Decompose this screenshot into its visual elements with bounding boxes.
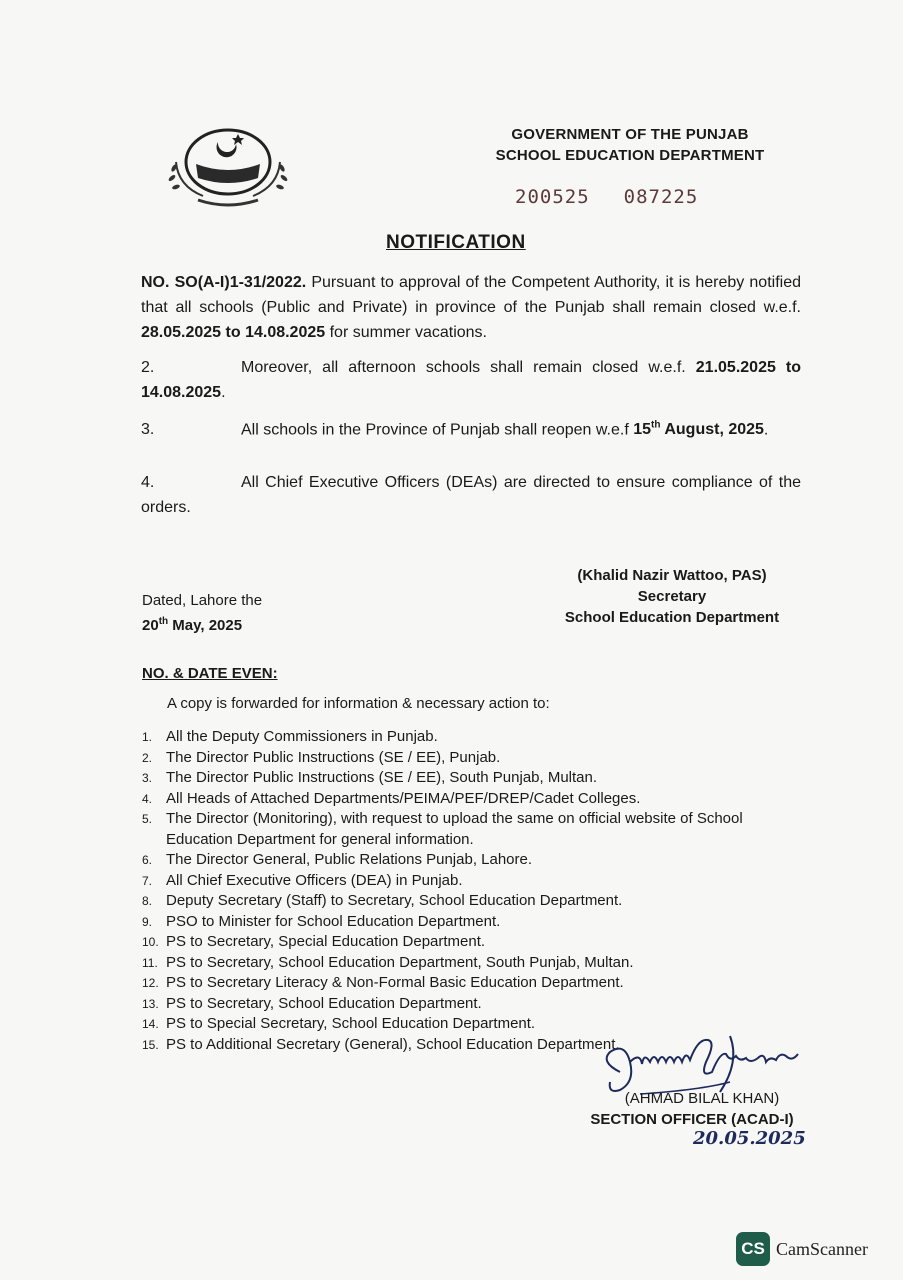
- distribution-item-text: PS to Additional Secretary (General), School Education Department.: [166, 1035, 620, 1053]
- paragraph-2: [141, 355, 801, 405]
- paragraph-3-end: .: [763, 421, 769, 439]
- summer-vacation-dates: 28.05.2025 to 14.08.2025: [141, 324, 326, 341]
- distribution-item: [142, 871, 802, 892]
- forwarding-intro: A copy is forwarded for information & necessary action to:: [167, 695, 550, 712]
- secretary-signature-block: [548, 565, 796, 628]
- diary-number-part1: 200525: [515, 186, 590, 208]
- paragraph-4: [141, 470, 801, 520]
- paragraph-number: 4.: [141, 474, 155, 491]
- distribution-item: [142, 789, 802, 810]
- distribution-item-number: 10.: [142, 935, 159, 949]
- distribution-item-text: All Heads of Attached Departments/PEIMA/PEF/DREP/Cadet Colleges.: [166, 789, 641, 807]
- distribution-item-text: Deputy Secretary (Staff) to Secretary, School Education Department.: [166, 892, 623, 909]
- reopen-day-suffix: th: [651, 420, 661, 431]
- distribution-item-number: 6.: [142, 853, 153, 867]
- distribution-item: [142, 809, 802, 850]
- reopen-month-year: August, 2025: [660, 421, 764, 439]
- distribution-item-text: The Director (Monitoring), with request to upload the same on official website of School Education Department for general information.: [166, 810, 743, 848]
- diary-number-part2: 087225: [623, 186, 699, 208]
- distribution-item-number: 13.: [142, 996, 159, 1011]
- paragraph-4-text: All Chief Executive Officers (DEAs) are directed to ensure compliance of the orders.: [141, 474, 801, 516]
- handwritten-date: 20.05.2025: [693, 1128, 806, 1149]
- department-name: SCHOOL EDUCATION DEPARTMENT: [495, 147, 765, 164]
- camscanner-logo-icon: CS: [736, 1232, 770, 1266]
- distribution-item-text: All the Deputy Commissioners in Punjab.: [166, 728, 438, 745]
- distribution-item-text: PS to Special Secretary, School Education Department.: [166, 1015, 536, 1032]
- distribution-item: [142, 850, 802, 871]
- document-title: NOTIFICATION: [386, 232, 526, 253]
- distribution-item-text: PSO to Minister for School Education Department.: [166, 912, 501, 930]
- camscanner-watermark: [736, 1232, 868, 1266]
- distribution-item-text: PS to Secretary, School Education Department, South Punjab, Multan.: [166, 953, 634, 971]
- paragraph-1: [141, 270, 801, 345]
- reference-number: NO. SO(A-I)1-31/2022.: [141, 274, 307, 291]
- distribution-item: [142, 748, 802, 769]
- diary-number-stamp: [515, 186, 698, 208]
- camscanner-text: CamScanner: [776, 1238, 868, 1259]
- letterhead: [440, 124, 820, 166]
- distribution-item: [142, 768, 802, 789]
- distribution-item-number: 5.: [142, 812, 153, 826]
- distribution-item-text: All Chief Executive Officers (DEA) in Punjab.: [166, 871, 463, 889]
- distribution-item-number: 12.: [142, 976, 159, 990]
- secretary-department: School Education Department: [564, 609, 780, 626]
- afternoon-schools-dates: 21.05.2025 to 14.08.2025: [141, 359, 802, 401]
- distribution-item-number: 14.: [142, 1017, 159, 1031]
- paragraph-1-text: Pursuant to approval of the Competent Authority, it is hereby notified that all schools (Public and Private) in province of the Punjab shall remain closed w.e.f.: [141, 274, 802, 316]
- no-date-even-heading: NO. & DATE EVEN:: [142, 665, 278, 682]
- distribution-item-text: The Director Public Instructions (SE / EE), Punjab.: [166, 748, 501, 766]
- distribution-item-text: PS to Secretary, School Education Department.: [166, 994, 482, 1012]
- distribution-item: [142, 932, 802, 953]
- distribution-item-number: 11.: [142, 955, 158, 970]
- distribution-item-text: The Director Public Instructions (SE / EE), South Punjab, Multan.: [166, 769, 598, 786]
- distribution-item: [142, 727, 802, 748]
- section-officer-block: [577, 1088, 807, 1130]
- issue-day-suffix: th: [158, 616, 169, 627]
- distribution-item-number: 7.: [142, 873, 153, 888]
- government-name: GOVERNMENT OF THE PUNJAB: [511, 126, 749, 143]
- distribution-item-text: The Director General, Public Relations Punjab, Lahore.: [166, 851, 533, 868]
- dated-line: [142, 590, 262, 636]
- reopen-date: [633, 421, 764, 438]
- distribution-item-number: 9.: [142, 914, 153, 929]
- distribution-item: [142, 953, 802, 974]
- officer-designation: SECTION OFFICER (ACAD-I): [590, 1111, 794, 1128]
- paragraph-number: 3.: [141, 421, 155, 439]
- distribution-item-number: 8.: [142, 894, 153, 908]
- distribution-item-number: 3.: [142, 771, 153, 785]
- secretary-name: (Khalid Nazir Wattoo, PAS): [577, 567, 767, 584]
- distribution-list: [142, 727, 802, 1055]
- distribution-item-number: 2.: [142, 750, 153, 765]
- distribution-item-text: PS to Secretary Literacy & Non-Formal Basic Education Department.: [166, 974, 624, 991]
- officer-name: (AHMAD BILAL KHAN): [624, 1090, 780, 1107]
- issue-date: [142, 617, 242, 634]
- reopen-day: 15: [633, 421, 652, 439]
- distribution-item: [142, 912, 802, 933]
- punjab-emblem-icon: [158, 126, 298, 210]
- distribution-item: [142, 973, 802, 994]
- paragraph-3-text: All schools in the Province of Punjab shall reopen w.e.f: [241, 421, 634, 439]
- issue-month-year: May, 2025: [168, 617, 243, 634]
- paragraph-3: [141, 413, 801, 442]
- paragraph-2-end: .: [221, 384, 226, 401]
- distribution-item-number: 1.: [142, 730, 153, 744]
- distribution-item: [142, 891, 802, 912]
- dated-label: Dated, Lahore the: [142, 592, 263, 609]
- distribution-item-number: 15.: [142, 1037, 159, 1052]
- paragraph-number: 2.: [141, 359, 155, 376]
- distribution-item: [142, 994, 802, 1015]
- distribution-item-number: 4.: [142, 791, 153, 806]
- paragraph-1-end: for summer vacations.: [325, 324, 487, 341]
- secretary-designation: Secretary: [637, 588, 707, 605]
- issue-day: 20: [142, 617, 159, 634]
- distribution-item-text: PS to Secretary, Special Education Department.: [166, 933, 486, 950]
- paragraph-2-text: Moreover, all afternoon schools shall remain closed w.e.f.: [241, 359, 696, 376]
